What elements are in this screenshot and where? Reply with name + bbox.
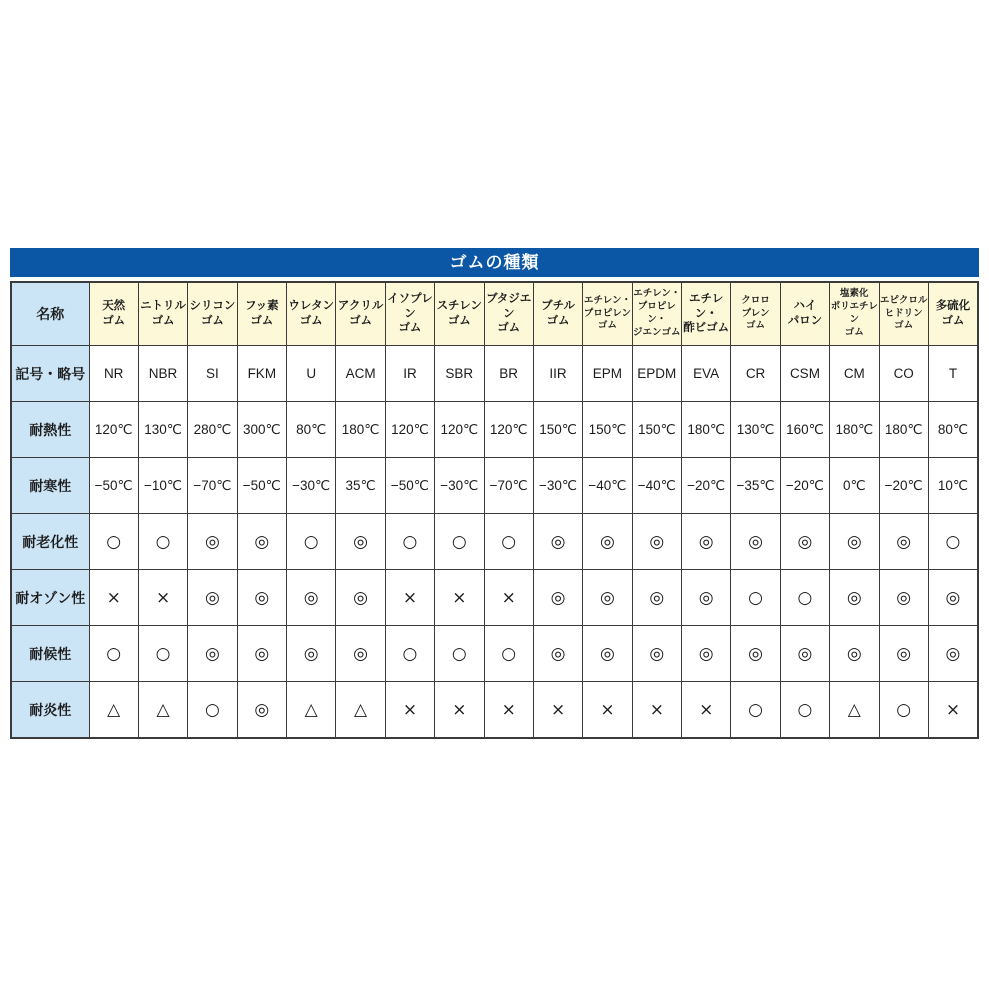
column-header bbox=[632, 282, 681, 346]
column-header bbox=[89, 282, 138, 346]
value-cell: CM bbox=[830, 346, 879, 402]
value-cell: 300℃ bbox=[237, 402, 286, 458]
rating-cell: × bbox=[583, 682, 632, 739]
rating-cell: ◎ bbox=[237, 626, 286, 682]
rating-cell: ◎ bbox=[287, 570, 336, 626]
rating-cell: × bbox=[89, 570, 138, 626]
rating-cell: ○ bbox=[484, 626, 533, 682]
column-header bbox=[879, 282, 928, 346]
rating-cell: ○ bbox=[385, 626, 434, 682]
rating-cell: ◎ bbox=[830, 626, 879, 682]
rating-cell: ◎ bbox=[533, 626, 582, 682]
value-cell: 160℃ bbox=[780, 402, 829, 458]
value-cell: −50℃ bbox=[237, 458, 286, 514]
value-cell: 0℃ bbox=[830, 458, 879, 514]
column-header-line: ジエンゴム bbox=[633, 326, 681, 338]
column-header-line: 多硫化 bbox=[935, 300, 971, 313]
value-cell: 120℃ bbox=[435, 402, 484, 458]
rating-cell: × bbox=[385, 570, 434, 626]
value-cell: −70℃ bbox=[188, 458, 237, 514]
column-header-line: プロピレン bbox=[583, 307, 632, 319]
row-label: 耐寒性 bbox=[11, 458, 89, 514]
rating-cell: ◎ bbox=[632, 514, 681, 570]
value-cell: −40℃ bbox=[583, 458, 632, 514]
value-cell: 35℃ bbox=[336, 458, 385, 514]
value-cell: −20℃ bbox=[780, 458, 829, 514]
rating-cell: ○ bbox=[484, 514, 533, 570]
value-cell: IIR bbox=[533, 346, 582, 402]
rating-cell: ○ bbox=[879, 682, 928, 739]
value-cell: BR bbox=[484, 346, 533, 402]
rating-cell: △ bbox=[287, 682, 336, 739]
value-cell: U bbox=[287, 346, 336, 402]
column-header-line: ゴム bbox=[844, 326, 864, 338]
value-cell: 120℃ bbox=[89, 402, 138, 458]
column-header-line: ゴム bbox=[597, 320, 617, 332]
rating-cell: ◎ bbox=[336, 570, 385, 626]
value-cell: −30℃ bbox=[533, 458, 582, 514]
value-cell: IR bbox=[385, 346, 434, 402]
column-header-line: ゴム bbox=[349, 315, 373, 327]
rating-cell: ○ bbox=[287, 514, 336, 570]
value-cell: 80℃ bbox=[287, 402, 336, 458]
column-header bbox=[484, 282, 533, 346]
rating-cell: ◎ bbox=[336, 514, 385, 570]
value-cell: 150℃ bbox=[533, 402, 582, 458]
value-cell: −50℃ bbox=[385, 458, 434, 514]
rating-cell: ◎ bbox=[632, 570, 681, 626]
value-cell: 120℃ bbox=[385, 402, 434, 458]
rating-cell: ◎ bbox=[533, 514, 582, 570]
rating-cell: ◎ bbox=[731, 514, 780, 570]
rating-cell: × bbox=[682, 682, 731, 739]
rating-cell: △ bbox=[830, 682, 879, 739]
column-header bbox=[237, 282, 286, 346]
rating-cell: ◎ bbox=[237, 682, 286, 739]
rating-cell: × bbox=[138, 570, 187, 626]
rating-cell: × bbox=[385, 682, 434, 739]
column-header-line: ゴム bbox=[746, 320, 766, 332]
rating-cell: × bbox=[484, 570, 533, 626]
table-row bbox=[11, 402, 978, 458]
value-cell: −20℃ bbox=[879, 458, 928, 514]
rating-cell: ◎ bbox=[237, 570, 286, 626]
value-cell: 180℃ bbox=[336, 402, 385, 458]
column-header-line: ゴム bbox=[299, 315, 323, 327]
rubber-types-table bbox=[10, 281, 979, 739]
rating-cell: ◎ bbox=[583, 570, 632, 626]
value-cell: −35℃ bbox=[731, 458, 780, 514]
rating-cell: ◎ bbox=[188, 626, 237, 682]
column-header bbox=[780, 282, 829, 346]
table-row bbox=[11, 682, 978, 739]
column-header-line: クロロ bbox=[741, 294, 770, 306]
value-cell: −70℃ bbox=[484, 458, 533, 514]
column-header bbox=[188, 282, 237, 346]
rating-cell: ○ bbox=[89, 514, 138, 570]
column-header-line: シリコン bbox=[189, 300, 236, 313]
column-header-line: ゴム bbox=[894, 320, 914, 332]
rating-cell: ◎ bbox=[879, 570, 928, 626]
column-header-line: エチレン・ bbox=[583, 294, 631, 306]
value-cell: ACM bbox=[336, 346, 385, 402]
column-header-line: ブチル bbox=[541, 300, 576, 313]
value-cell: SI bbox=[188, 346, 237, 402]
rating-cell: ◎ bbox=[879, 514, 928, 570]
value-cell: −50℃ bbox=[89, 458, 138, 514]
column-header bbox=[385, 282, 434, 346]
column-header-line: プレン bbox=[741, 307, 770, 319]
rating-cell: ◎ bbox=[830, 514, 879, 570]
value-cell: EVA bbox=[682, 346, 731, 402]
table-row bbox=[11, 346, 978, 402]
rating-cell: × bbox=[928, 682, 978, 739]
value-cell: 10℃ bbox=[928, 458, 978, 514]
column-header-line: ゴム bbox=[102, 315, 126, 327]
column-header bbox=[287, 282, 336, 346]
column-header-line: ウレタン bbox=[288, 300, 334, 313]
value-cell: CR bbox=[731, 346, 780, 402]
rating-cell: ◎ bbox=[879, 626, 928, 682]
value-cell: 80℃ bbox=[928, 402, 978, 458]
value-cell: 120℃ bbox=[484, 402, 533, 458]
rating-cell: ◎ bbox=[583, 626, 632, 682]
column-header-line: ヒドリン bbox=[884, 307, 923, 319]
value-cell: SBR bbox=[435, 346, 484, 402]
row-label: 耐熱性 bbox=[11, 402, 89, 458]
column-header-line: ゴム bbox=[200, 315, 224, 327]
rating-cell: △ bbox=[89, 682, 138, 739]
column-header-line: ハイ bbox=[793, 300, 817, 313]
value-cell: FKM bbox=[237, 346, 286, 402]
rating-cell: ○ bbox=[928, 514, 978, 570]
value-cell: −10℃ bbox=[138, 458, 187, 514]
column-header-line: スチレン bbox=[436, 300, 482, 313]
rating-cell: × bbox=[435, 570, 484, 626]
rating-cell: ○ bbox=[89, 626, 138, 682]
value-cell: −30℃ bbox=[435, 458, 484, 514]
column-header bbox=[138, 282, 187, 346]
rating-cell: ○ bbox=[731, 682, 780, 739]
row-label: 記号・略号 bbox=[11, 346, 89, 402]
table-row bbox=[11, 570, 978, 626]
value-cell: 130℃ bbox=[138, 402, 187, 458]
rating-cell: × bbox=[632, 682, 681, 739]
name-header-cell: 名称 bbox=[11, 282, 89, 346]
column-header-line: エチレン・ bbox=[633, 288, 681, 300]
rating-cell: ◎ bbox=[682, 626, 731, 682]
rating-cell: ◎ bbox=[731, 626, 780, 682]
column-header-line: ゴム bbox=[447, 315, 471, 327]
row-label: 耐炎性 bbox=[11, 682, 89, 739]
rating-cell: ◎ bbox=[682, 514, 731, 570]
value-cell: 150℃ bbox=[632, 402, 681, 458]
rating-cell: ◎ bbox=[237, 514, 286, 570]
column-header-line: イソプレン bbox=[387, 292, 433, 320]
column-header bbox=[682, 282, 731, 346]
rating-cell: × bbox=[435, 682, 484, 739]
column-header bbox=[928, 282, 978, 346]
column-header-line: ゴム bbox=[151, 315, 175, 327]
value-cell: 180℃ bbox=[879, 402, 928, 458]
column-header-line: ゴム bbox=[250, 315, 274, 327]
column-header-line: ポリエチレン bbox=[830, 301, 878, 325]
column-header-line: ゴム bbox=[398, 322, 422, 335]
value-cell: 150℃ bbox=[583, 402, 632, 458]
rating-cell: ◎ bbox=[287, 626, 336, 682]
column-header bbox=[435, 282, 484, 346]
value-cell: T bbox=[928, 346, 978, 402]
rating-cell: ◎ bbox=[682, 570, 731, 626]
rating-cell: △ bbox=[336, 682, 385, 739]
rating-cell: ◎ bbox=[928, 570, 978, 626]
rating-cell: ○ bbox=[138, 626, 187, 682]
value-cell: NR bbox=[89, 346, 138, 402]
row-label: 耐老化性 bbox=[11, 514, 89, 570]
value-cell: 130℃ bbox=[731, 402, 780, 458]
value-cell: EPDM bbox=[632, 346, 681, 402]
column-header-line: 塩素化 bbox=[840, 288, 869, 300]
column-header-line: エピクロル bbox=[879, 294, 928, 306]
rating-cell: ○ bbox=[435, 626, 484, 682]
rubber-types-sheet bbox=[10, 248, 979, 739]
rating-cell: ○ bbox=[385, 514, 434, 570]
column-header-line: ゴム bbox=[546, 315, 570, 327]
value-cell: EPM bbox=[583, 346, 632, 402]
column-header-line: パロン bbox=[787, 315, 823, 327]
rating-cell: ○ bbox=[138, 514, 187, 570]
column-header bbox=[583, 282, 632, 346]
table-row bbox=[11, 514, 978, 570]
row-label: 耐候性 bbox=[11, 626, 89, 682]
value-cell: 280℃ bbox=[188, 402, 237, 458]
column-header-line: プロピレン・ bbox=[637, 301, 676, 325]
value-cell: CSM bbox=[780, 346, 829, 402]
value-cell: CO bbox=[879, 346, 928, 402]
rating-cell: ◎ bbox=[188, 570, 237, 626]
table-row bbox=[11, 458, 978, 514]
value-cell: 180℃ bbox=[830, 402, 879, 458]
table-row bbox=[11, 626, 978, 682]
column-header bbox=[731, 282, 780, 346]
value-cell: −30℃ bbox=[287, 458, 336, 514]
rating-cell: ◎ bbox=[830, 570, 879, 626]
column-header-line: ブタジエン bbox=[486, 292, 532, 320]
rating-cell: ◎ bbox=[780, 626, 829, 682]
rating-cell: ○ bbox=[731, 570, 780, 626]
value-cell: −40℃ bbox=[632, 458, 681, 514]
rating-cell: ◎ bbox=[928, 626, 978, 682]
column-header-line: 天然 bbox=[102, 300, 126, 313]
column-header-line: フッ素 bbox=[244, 300, 279, 313]
column-header-line: 酢ビゴム bbox=[683, 322, 730, 335]
column-header-line: ゴム bbox=[497, 322, 521, 335]
rating-cell: ◎ bbox=[533, 570, 582, 626]
rating-cell: ◎ bbox=[336, 626, 385, 682]
rating-cell: ◎ bbox=[188, 514, 237, 570]
column-header bbox=[830, 282, 879, 346]
rating-cell: × bbox=[533, 682, 582, 739]
header-row bbox=[11, 282, 978, 346]
rating-cell: ○ bbox=[780, 682, 829, 739]
rating-cell: ◎ bbox=[583, 514, 632, 570]
rating-cell: ○ bbox=[435, 514, 484, 570]
table-title: ゴムの種類 bbox=[10, 248, 979, 277]
column-header bbox=[336, 282, 385, 346]
column-header bbox=[533, 282, 582, 346]
rating-cell: ○ bbox=[780, 570, 829, 626]
row-label: 耐オゾン性 bbox=[11, 570, 89, 626]
value-cell: NBR bbox=[138, 346, 187, 402]
value-cell: −20℃ bbox=[682, 458, 731, 514]
rating-cell: × bbox=[484, 682, 533, 739]
column-header-line: アクリル bbox=[337, 300, 384, 313]
column-header-line: ニトリル bbox=[140, 300, 187, 313]
rating-cell: ○ bbox=[188, 682, 237, 739]
column-header-line: エチレン・ bbox=[689, 292, 724, 320]
rating-cell: ◎ bbox=[780, 514, 829, 570]
value-cell: 180℃ bbox=[682, 402, 731, 458]
column-header-line: ゴム bbox=[941, 315, 965, 327]
rating-cell: ◎ bbox=[632, 626, 681, 682]
rating-cell: △ bbox=[138, 682, 187, 739]
